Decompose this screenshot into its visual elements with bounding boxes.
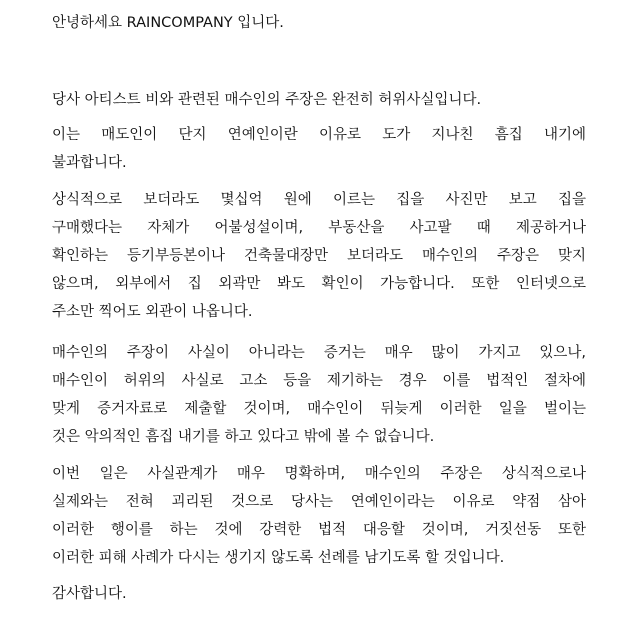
paragraph-line: 이러한 행이를 하는 것에 강력한 법적 대응할 것이며, 거짓선동 또한	[52, 522, 586, 538]
paragraph-line: 구매했다는 자체가 어불성설이며, 부동산을 사고팔 때 제공하거나	[52, 220, 586, 236]
paragraph-3	[52, 186, 586, 326]
paragraph-line: 이번 일은 사실관계가 매우 명확하며, 매수인의 주장은 상식적으로나	[52, 466, 586, 482]
paragraph-line: 이러한 피해 사례가 다시는 생기지 않도록 선례를 남기도록 할 것입니다.	[52, 550, 505, 566]
paragraph-line: 주소만 찍어도 외관이 나옵니다.	[52, 304, 253, 320]
paragraph-line: 않으며, 외부에서 집 외곽만 봐도 확인이 가능합니다. 또한 인터넷으로	[52, 276, 586, 292]
paragraph-line: 매수인의 주장이 사실이 아니라는 증거는 매우 많이 가지고 있으나,	[52, 345, 586, 361]
paragraph-line: 불과합니다.	[52, 155, 127, 171]
paragraph-line: 상식적으로 보더라도 몇십억 원에 이르는 집을 사진만 보고 집을	[52, 192, 586, 208]
paragraph-2	[52, 121, 586, 177]
paragraph-line: 감사합니다.	[52, 586, 127, 602]
greeting-line: 안녕하세요 RAINCOMPANY 입니다.	[52, 15, 284, 31]
paragraph-line: 확인하는 등기부등본이나 건축물대장만 보더라도 매수인의 주장은 맞지	[52, 248, 586, 264]
paragraph-1	[52, 86, 586, 114]
paragraph-line: 실제와는 전혀 괴리된 것으로 당사는 연예인이라는 이유로 약점 삼아	[52, 494, 586, 510]
paragraph-line: 것은 악의적인 흠집 내기를 하고 있다고 밖에 볼 수 없습니다.	[52, 429, 435, 445]
paragraph-line: 당사 아티스트 비와 관련된 매수인의 주장은 완전히 허위사실입니다.	[52, 92, 482, 108]
closing-line	[52, 580, 586, 608]
paragraph-4	[52, 339, 586, 451]
paragraph-5	[52, 460, 586, 572]
paragraph-line: 매수인이 허위의 사실로 고소 등을 제기하는 경우 이를 법적인 절차에	[52, 373, 586, 389]
paragraph-line: 맞게 증거자료로 제출할 것이며, 매수인이 뒤늦게 이러한 일을 벌이는	[52, 401, 586, 417]
paragraph-line: 이는 매도인이 단지 연예인이란 이유로 도가 지나친 흠집 내기에	[52, 127, 586, 143]
